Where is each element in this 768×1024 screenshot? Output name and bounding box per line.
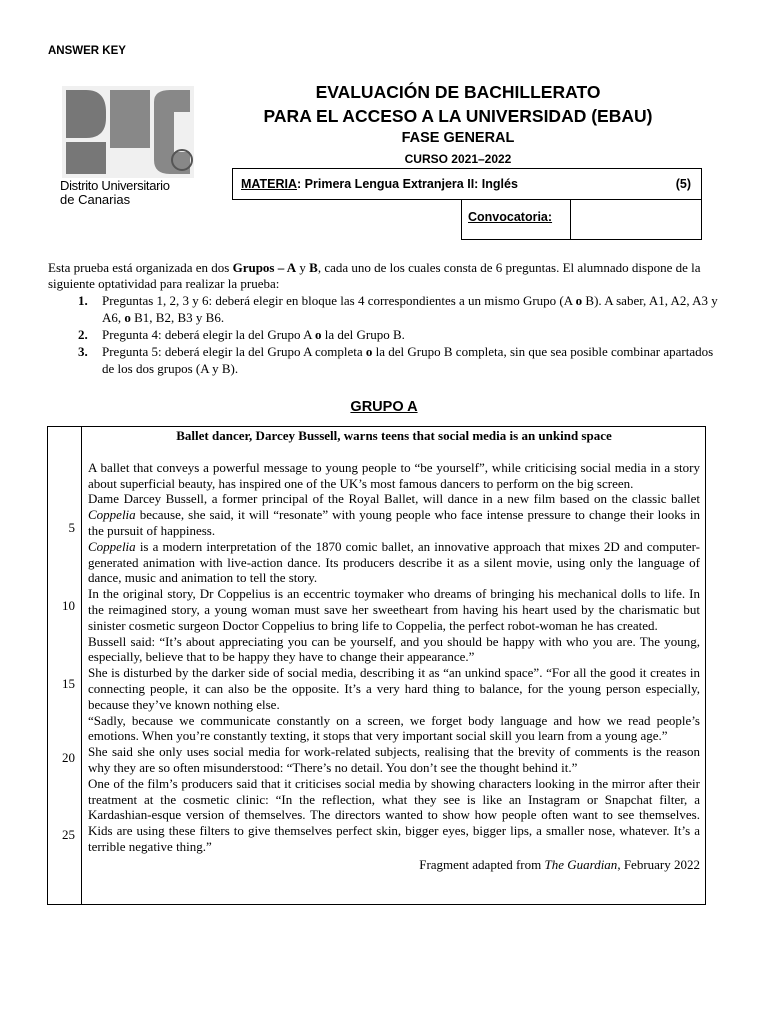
reading-text-table xyxy=(47,426,706,905)
group-heading: GRUPO A xyxy=(350,399,418,415)
answer-key-label: ANSWER KEY xyxy=(48,45,126,57)
exam-phase: FASE GENERAL xyxy=(401,130,515,146)
item-bold: o xyxy=(365,344,373,359)
source-text: Fragment adapted from xyxy=(419,856,545,872)
item-text: la del Grupo B. xyxy=(321,327,405,342)
line-number: 5 xyxy=(68,520,75,535)
materia-number: (5) xyxy=(675,177,691,191)
line-number-column xyxy=(48,427,82,904)
exam-course: CURSO 2021–2022 xyxy=(404,152,512,166)
paragraph: “Sadly, because we communicate constantly on a screen, we forget body language and how we read people’s emotions. When you’re constantly texting, it stops that very important social skill you learn from a young age.” xyxy=(88,712,700,744)
item-text: B1, B2, B3 y B6. xyxy=(130,310,225,325)
line-number: 15 xyxy=(62,676,75,691)
materia-value: : Primera Lengua Extranjera II: Inglés xyxy=(297,177,518,191)
instruction-item xyxy=(78,343,718,377)
convocatoria-box xyxy=(461,199,702,240)
paragraph: She is disturbed by the darker side of social media, describing it as “an unkind space”. “For all the good it creates in connecting people, it can also be the opposite. It’s a very hard thing to balance, for the young person especially, because they’ve known nothing else. xyxy=(88,665,700,712)
exam-title-line1: EVALUACIÓN DE BACHILLERATO xyxy=(315,82,601,102)
reading-text xyxy=(88,427,700,873)
instructions-intro xyxy=(48,260,716,292)
item-number: 2. xyxy=(78,327,88,342)
item-number: 1. xyxy=(78,293,88,308)
paragraph: A ballet that conveys a powerful message to young people to “be yourself”, while criticising social media in a story about superficial beauty, has inspired one of the UK’s most famous dancers to perform on the big screen. xyxy=(88,459,700,491)
materia-text xyxy=(241,177,518,191)
item-bold: o xyxy=(315,327,322,342)
materia-box xyxy=(232,168,702,200)
intro-text: Esta prueba está organizada en dos xyxy=(48,260,233,275)
exam-title-line2: PARA EL ACCESO A LA UNIVERSIDAD (EBAU) xyxy=(263,106,653,126)
item-bold: o xyxy=(575,293,583,308)
paragraph: She said she only uses social media for work-related subjects, realising that the brevity of comments is the reason why they are so often misunderstood: “There’s no detail. You don’t see the thought behind it.” xyxy=(88,744,700,775)
line-number: 10 xyxy=(62,598,75,613)
paragraph-text: because, she said, it will “resonate” with young people who face intense pressure to change their looks in the pursuit of happiness. xyxy=(88,507,700,538)
item-text: Pregunta 5: deberá elegir la del Grupo A completa xyxy=(102,344,366,359)
instruction-item xyxy=(78,292,718,326)
duc-logo-icon xyxy=(58,82,198,182)
paragraph: Bussell said: “It’s about appreciating you can be yourself, and you should be happy with who you are. The young, especially, believe that to be happy they have to change their appearance.” xyxy=(88,633,700,665)
instructions-list xyxy=(78,292,718,377)
logo-text-line1: Distrito Universitario xyxy=(60,178,170,193)
logo-text-line2: de Canarias xyxy=(60,192,131,207)
item-text: Pregunta 4: deberá elegir la del Grupo A xyxy=(102,327,315,342)
article-title: Ballet dancer, Darcey Bussell, warns teens that social media is an unkind space xyxy=(176,428,612,443)
paragraph xyxy=(88,491,700,538)
university-logo xyxy=(58,82,198,218)
item-bold: o xyxy=(124,310,131,325)
italic-title: Coppelia xyxy=(88,538,136,554)
materia-label: MATERIA xyxy=(241,177,298,191)
paragraph xyxy=(88,539,700,586)
paragraph: One of the film’s producers said that it criticises social media by showing characters looking in the mirror after their treatment at the cosmetic clinic: “In the reflection, what they see is like an Instagram or Snapchat filter, a Kardashian-esque version of themselves. The directors wanted to show how people often want to see themselves. Kids are using these filters to give themselves perfect skin, bigger eyes, bigger lips, a smaller nose, whatever. It’s a terrible negative thing.” xyxy=(88,775,700,854)
instruction-item xyxy=(78,326,718,343)
item-text: Preguntas 1, 2, 3 y 6: deberá elegir en bloque las 4 correspondientes a un mismo Grupo (A xyxy=(102,293,576,308)
source-citation xyxy=(88,857,700,873)
intro-text: , cada uno de los cuales consta de 6 preguntas. El alumnado dispone de la siguiente optatividad para realizar la prueba: xyxy=(48,260,701,291)
source-date: , February 2022 xyxy=(617,856,700,872)
line-number: 20 xyxy=(62,750,75,765)
convocatoria-divider xyxy=(570,200,571,239)
item-number: 3. xyxy=(78,344,88,359)
paragraph: In the original story, Dr Coppelius is an eccentric toymaker who dreams of bringing his mechanical dolls to life. In the reimagined story, a young woman must save her sweetheart from having his heart used by the charismatic but sinister cosmetic surgeon Doctor Coppelius to bring life to Coppelia, the perfect robot-woman he has created. xyxy=(88,586,700,633)
convocatoria-label: Convocatoria: xyxy=(468,210,553,224)
intro-bold-b: B xyxy=(309,260,318,275)
paragraph-text: Dame Darcey Bussell, a former principal of the Royal Ballet, will dance in a new film based on the classic ballet xyxy=(88,491,700,507)
intro-text: y xyxy=(296,260,310,275)
paragraph-text: is a modern interpretation of the 1870 comic ballet, an innovative approach that mixes 2D and computer-generated animation with live-action dance. Its producers describe it as a silent movie, using only the language of dance, music and animation to tell the story. xyxy=(88,538,700,586)
item-text: la del Grupo B completa, sin que sea posible combinar apartados de los dos grupos (A y B). xyxy=(102,344,714,376)
item-text: B). A saber, A1, A2, A3 y A6, xyxy=(102,293,718,325)
source-publication: The Guardian xyxy=(544,856,618,872)
intro-bold-groups: Grupos – A xyxy=(232,260,297,275)
line-number: 25 xyxy=(62,827,75,842)
italic-title: Coppelia xyxy=(88,507,136,523)
